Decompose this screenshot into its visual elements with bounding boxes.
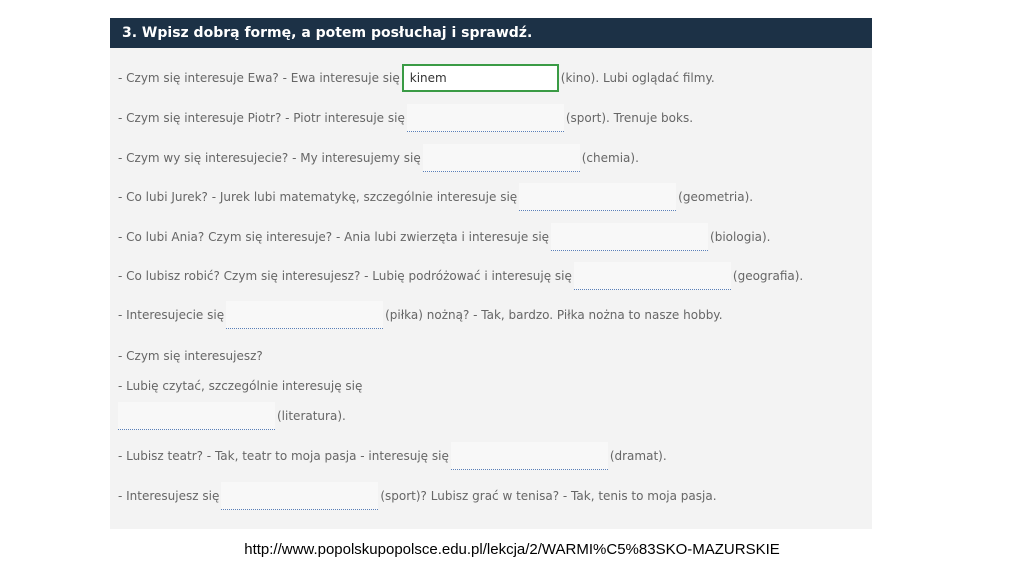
exercise-row bbox=[118, 480, 717, 512]
sentence-text: - Co lubi Jurek? - Jurek lubi matematykę, szczególnie interesuje się bbox=[118, 190, 518, 204]
exercise-row bbox=[118, 440, 667, 472]
exercise-row bbox=[118, 62, 715, 94]
exercise-row bbox=[118, 370, 362, 402]
exercise-row bbox=[118, 142, 639, 174]
exercise-row bbox=[118, 260, 803, 292]
sentence-text: - Lubisz teatr? - Tak, teatr to moja pasja - interesuję się bbox=[118, 449, 449, 463]
hint-text: (kino). Lubi oglądać filmy. bbox=[560, 71, 715, 85]
sentence-text: - Czym się interesujesz? bbox=[118, 349, 263, 363]
sentence-text: - Co lubisz robić? Czym się interesujesz? - Lubię podróżować i interesuję się bbox=[118, 269, 572, 283]
hint-text: (literatura). bbox=[277, 409, 346, 423]
hint-text: (biologia). bbox=[710, 230, 771, 244]
answer-input[interactable] bbox=[451, 442, 608, 470]
answer-input[interactable] bbox=[574, 262, 731, 290]
hint-text: (sport). Trenuje boks. bbox=[565, 111, 694, 125]
answer-input[interactable] bbox=[221, 482, 378, 510]
hint-text: (piłka) nożną? - Tak, bardzo. Piłka nożna to nasze hobby. bbox=[385, 308, 723, 322]
answer-input[interactable] bbox=[402, 64, 559, 92]
exercise-title: 3. Wpisz dobrą formę, a potem posłuchaj i sprawdź. bbox=[110, 18, 872, 48]
hint-text: (sport)? Lubisz grać w tenisa? - Tak, tenis to moja pasja. bbox=[380, 489, 717, 503]
sentence-text: - Interesujecie się bbox=[118, 308, 225, 322]
answer-input[interactable] bbox=[118, 402, 275, 430]
answer-input[interactable] bbox=[519, 183, 676, 211]
exercise-panel bbox=[110, 18, 872, 529]
hint-text: (dramat). bbox=[609, 449, 667, 463]
answer-input[interactable] bbox=[226, 301, 383, 329]
hint-text: (geometria). bbox=[678, 190, 754, 204]
source-url-caption: http://www.popolskupopolsce.edu.pl/lekcja/2/WARMI%C5%83SKO-MAZURSKIE bbox=[244, 541, 780, 558]
sentence-text: - Czym wy się interesujecie? - My interesujemy się bbox=[118, 151, 421, 165]
sentence-text: - Lubię czytać, szczególnie interesuję się bbox=[118, 379, 363, 393]
sentence-text: - Interesujesz się bbox=[118, 489, 220, 503]
exercise-row bbox=[118, 181, 753, 213]
exercise-row bbox=[118, 102, 693, 134]
hint-text: (geografia). bbox=[732, 269, 804, 283]
exercise-row bbox=[118, 400, 346, 432]
exercise-row bbox=[118, 299, 723, 331]
answer-input[interactable] bbox=[423, 144, 580, 172]
exercise-row bbox=[118, 221, 771, 253]
sentence-text: - Czym się interesuje Piotr? - Piotr interesuje się bbox=[118, 111, 405, 125]
exercise-row bbox=[118, 340, 263, 372]
hint-text: (chemia). bbox=[581, 151, 639, 165]
answer-input[interactable] bbox=[407, 104, 564, 132]
sentence-text: - Co lubi Ania? Czym się interesuje? - Ania lubi zwierzęta i interesuje się bbox=[118, 230, 550, 244]
answer-input[interactable] bbox=[551, 223, 708, 251]
sentence-text: - Czym się interesuje Ewa? - Ewa interesuje się bbox=[118, 71, 400, 85]
